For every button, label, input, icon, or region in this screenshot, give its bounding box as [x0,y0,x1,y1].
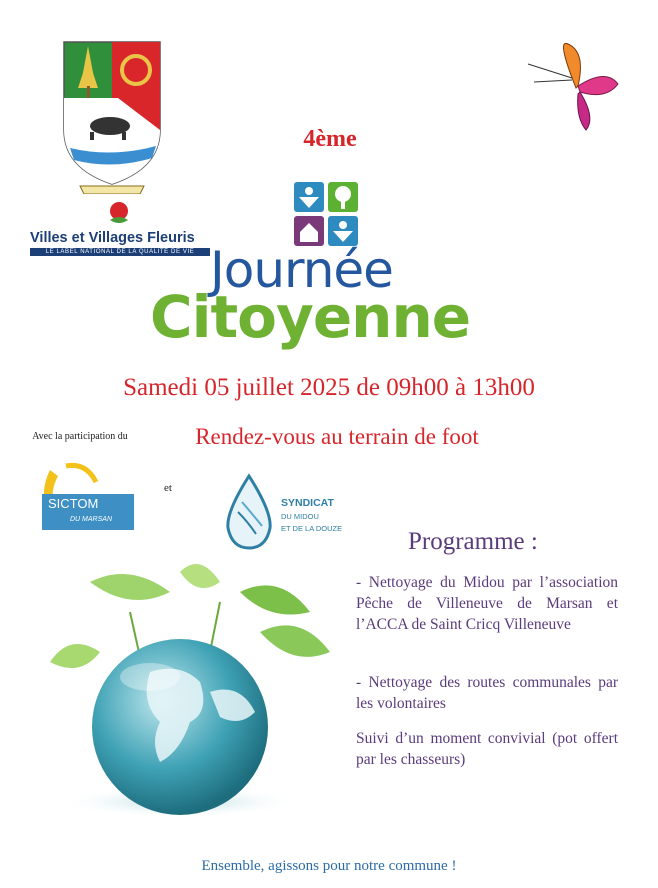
program-title: Programme : [408,528,538,555]
journee-citoyenne-logo-icon [292,180,360,248]
label-subtitle: LE LABEL NATIONAL DE LA QUALITÉ DE VIE [30,248,210,256]
coat-of-arms-icon [60,38,164,194]
program-item: Suivi d’un moment convivial (pot offert par les chasseurs) [356,730,618,768]
syndicat-line3: ET DE LA DOUZE [281,524,343,533]
meeting-point: Rendez-vous au terrain de foot [195,424,479,449]
edition-label: 4ème [303,126,357,152]
event-title-line1: Journée [210,241,393,299]
flower-label-icon [106,200,132,226]
event-title-line2: Citoyenne [150,283,471,351]
partners-conjunction: et [164,482,172,494]
program-item: - Nettoyage des routes communales par les volontaires [356,674,618,712]
syndicat-line1: SYNDICAT [281,497,334,509]
water-drop-logo-icon [218,472,280,552]
event-date: Samedi 05 juillet 2025 de 09h00 à 13h00 [123,374,535,401]
footer-slogan: Ensemble, agissons pour notre commune ! [201,858,457,874]
syndicat-line2: DU MIDOU [281,512,319,521]
globe-leaves-icon [30,552,340,822]
partners-intro: Avec la participation du [32,431,128,442]
sictom-subtitle: DU MARSAN [70,516,113,523]
butterfly-icon [526,38,624,134]
label-title: Villes et Villages Fleuris [30,230,195,246]
sictom-name: SICTOM [48,496,99,511]
program-item: - Nettoyage du Midou par l’association Pêche de Villeneuve de Marsan et l’ACCA de Saint Cricq Villeneuve [356,574,618,633]
